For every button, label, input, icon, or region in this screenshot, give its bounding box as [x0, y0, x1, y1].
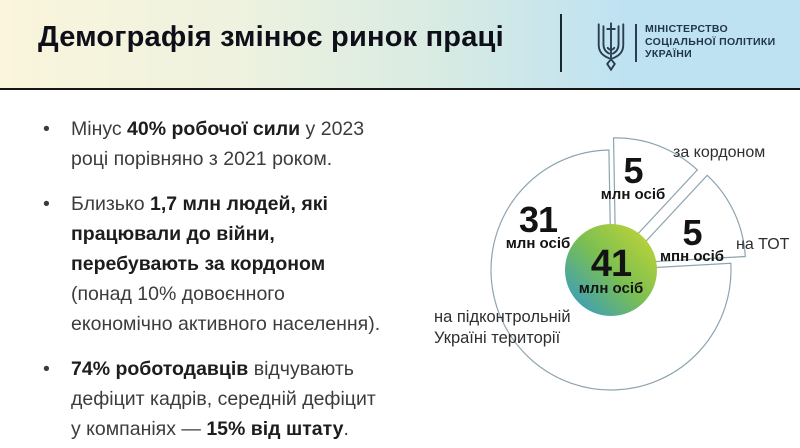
bullet-dot: • [43, 118, 50, 140]
ministry-name-line3: УКРАЇНИ [645, 48, 693, 60]
bullet-text-segment: Мінус [71, 118, 128, 140]
bullet-item-abroad [40, 189, 390, 339]
tryzub-trident-icon [594, 20, 628, 72]
bullet-text-segment: (понад 10% довоєнного економічно активного населення). [71, 283, 381, 335]
slice-value-unit: млн осіб [505, 235, 571, 252]
bullet-text-segment: у 2023 році порівняно з 2021 роком. [71, 118, 365, 170]
total-value-unit: млн осіб [578, 280, 644, 297]
logo-text-separator [635, 24, 637, 62]
ministry-name-line1: МІНІСТЕРСТВО [645, 23, 729, 35]
bullet-item-workforce [40, 114, 390, 174]
slice-value-number: 31 [518, 199, 558, 240]
bullet-text-segment-bold: 40% робочої сили [127, 118, 301, 140]
ministry-name [645, 23, 776, 61]
slice-value-number: 5 [623, 150, 643, 191]
slice-value-abroad [600, 150, 666, 203]
bullet-dot: • [43, 193, 50, 215]
slice-value-controlled [505, 199, 571, 252]
callout-label-abroad: за кордоном [673, 144, 766, 161]
header-divider [560, 14, 562, 72]
ministry-name-line2: СОЦІАЛЬНОЇ ПОЛІТИКИ [645, 35, 776, 48]
bullet-text-segment: Близько [71, 193, 150, 215]
bullet-text-segment: відчувають дефіцит кадрів, середній дефіцит у компаніях — [71, 358, 376, 440]
callout-label-tot: на ТОТ [736, 236, 790, 253]
bullet-item-employers [40, 354, 390, 444]
bullet-dot: • [43, 358, 50, 380]
bullet-text-segment: . [343, 418, 349, 440]
slice-value-unit: млн осіб [600, 186, 666, 203]
bullet-list [40, 114, 390, 448]
bullet-text-segment-bold: 74% роботодавців [71, 358, 249, 380]
callout-label-controlled: на підконтрольній Україні території [434, 308, 571, 347]
bullet-text-segment-bold: 1,7 млн людей, які працювали до війни, перебувають за кордоном [71, 193, 328, 275]
bullet-text-segment-bold: 15% від штату [206, 418, 344, 440]
page-title: Демографія змінює ринок праці [38, 21, 504, 53]
slice-value-tot [659, 212, 725, 265]
population-pie-chart [430, 100, 800, 448]
pie-center-total [578, 243, 644, 297]
slice-value-number: 5 [682, 212, 702, 253]
ministry-logo [594, 20, 776, 72]
total-value-number: 41 [590, 243, 632, 285]
slide-header [0, 0, 800, 90]
slice-value-unit: мпн осіб [659, 248, 725, 265]
